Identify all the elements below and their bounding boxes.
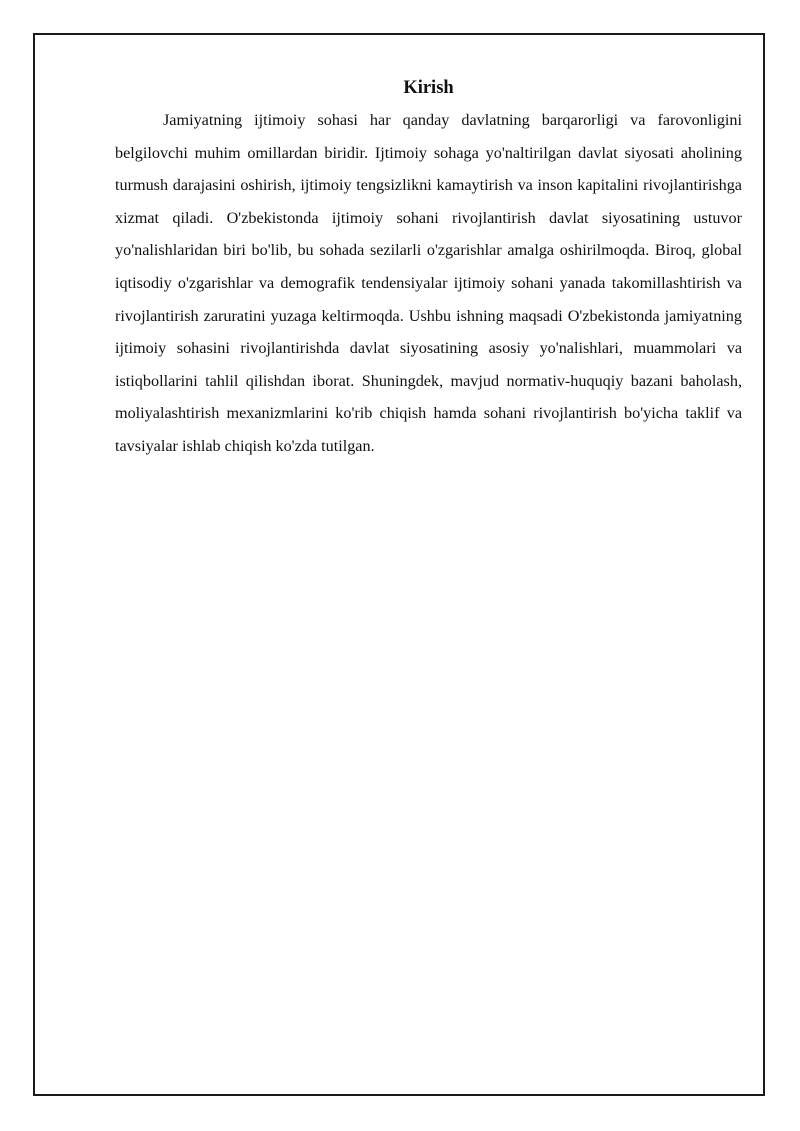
- section-heading: Kirish: [403, 78, 454, 98]
- intro-paragraph: Jamiyatning ijtimoiy sohasi har qanday davlatning barqarorligi va farovonligini belgilovchi muhim omillardan biridir. Ijtimoiy sohaga yo'naltirilgan davlat siyosati aholining turmush darajasini oshirish, ijtimoiy tengsizlikni kamaytirish va inson kapitalini rivojlantirishga xizmat qiladi. O'zbekistonda ijtimoiy sohani rivojlantirish davlat siyosatining ustuvor yo'nalishlaridan biri bo'lib, bu sohada sezilarli o'zgarishlar amalga oshirilmoqda. Biroq, global iqtisodiy o'zgarishlar va demografik tendensiyalar ijtimoiy sohani yanada takomillashtirish va rivojlantirish zaruratini yuzaga keltirmoqda. Ushbu ishning maqsadi O'zbekistonda jamiyatning ijtimoiy sohasini rivojlantirishda davlat siyosatining asosiy yo'nalishlari, muammolari va istiqbollarini tahlil qilishdan iborat. Shuningdek, mavjud normativ-huquqiy bazani baholash, moliyalashtirish mexanizmlarini ko'rib chiqish hamda sohani rivojlantirish bo'yicha taklif va tavsiyalar ishlab chiqish ko'zda tutilgan.: [115, 111, 742, 455]
- document-body: [115, 74, 742, 463]
